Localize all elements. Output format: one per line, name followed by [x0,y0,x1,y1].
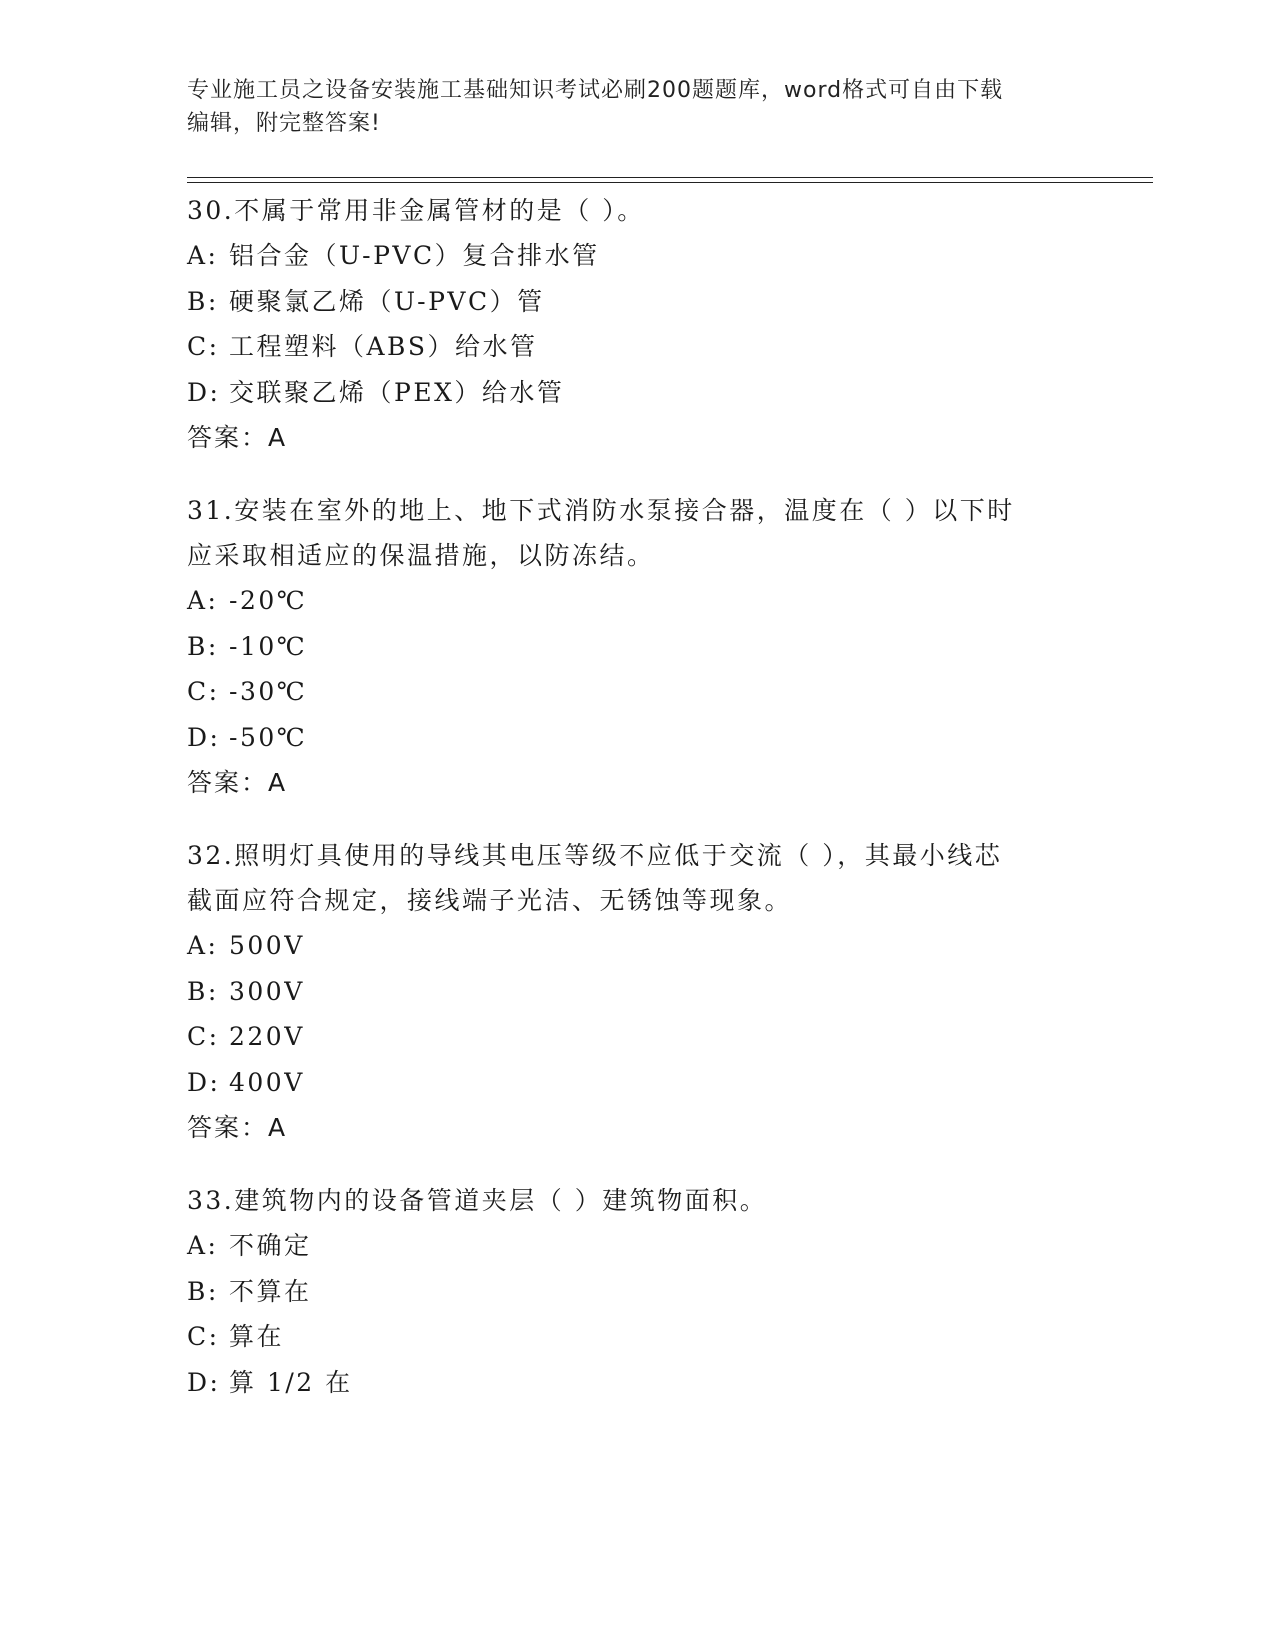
option-letter: A: [187,586,219,615]
question-stem: 31.安装在室外的地上、地下式消防水泵接合器，温度在（ ）以下时 [187,496,1015,525]
option-b [187,969,1087,1015]
option-text: 交联聚乙烯（PEX）给水管 [229,377,565,407]
option-letter: B: [187,1276,219,1306]
option-d [187,1360,1087,1406]
option-b [187,279,1087,325]
option-letter: A: [187,931,219,960]
answer-label: 答案：A [187,768,288,797]
option-d [187,1060,1087,1106]
option-c [187,669,1087,715]
option-letter: C: [187,332,220,361]
option-letter: C: [187,677,220,706]
question-32 [187,833,1087,1150]
option-letter: B: [187,631,219,661]
option-text: 300V [229,976,305,1006]
option-d [187,715,1087,761]
option-letter: D: [187,1067,221,1097]
option-letter: B: [187,976,219,1006]
option-a [187,233,1087,279]
answer-label: 答案：A [187,423,288,452]
option-letter: A: [187,1231,219,1260]
option-letter: C: [187,1322,220,1351]
option-text: 硬聚氯乙烯（U-PVC）管 [229,286,545,316]
header-divider-bottom [187,182,1153,183]
header-line-1: 专业施工员之设备安装施工基础知识考试必刷200题题库，word格式可自由下载 [187,78,1004,103]
document-header [187,74,1067,140]
option-c [187,1314,1087,1360]
question-stem-continued: 应采取相适应的保温措施，以防冻结。 [187,541,655,570]
option-letter: A: [187,241,219,270]
question-list [187,188,1087,1433]
question-33 [187,1178,1087,1405]
option-a [187,1223,1087,1269]
question-stem-continued: 截面应符合规定，接线端子光洁、无锈蚀等现象。 [187,886,793,915]
option-text: 算在 [229,1322,285,1351]
header-divider-top [187,177,1153,178]
option-letter: D: [187,1367,221,1397]
option-letter: C: [187,1022,220,1051]
option-text: 不确定 [229,1231,312,1260]
option-b [187,1269,1087,1315]
question-stem: 30.不属于常用非金属管材的是（ ）。 [187,196,645,225]
answer-label: 答案：A [187,1113,288,1142]
option-text: 工程塑料（ABS）给水管 [229,332,538,361]
option-text: -50℃ [229,722,308,752]
option-letter: B: [187,286,219,316]
question-stem: 33.建筑物内的设备管道夹层（ ）建筑物面积。 [187,1186,768,1215]
option-c [187,1014,1087,1060]
option-letter: D: [187,377,221,407]
option-text: 400V [229,1067,305,1097]
header-line-2: 编辑，附完整答案! [187,111,381,136]
question-stem: 32.照明灯具使用的导线其电压等级不应低于交流（ ），其最小线芯 [187,841,1003,870]
option-text: -30℃ [229,677,308,706]
option-letter: D: [187,722,221,752]
option-a [187,578,1087,624]
question-31 [187,488,1087,805]
option-c [187,324,1087,370]
option-a [187,923,1087,969]
option-b [187,624,1087,670]
option-d [187,370,1087,416]
question-30 [187,188,1087,460]
option-text: -10℃ [229,631,308,661]
option-text: 铝合金（U-PVC）复合排水管 [229,241,600,270]
option-text: 不算在 [229,1276,312,1306]
option-text: -20℃ [229,586,308,615]
option-text: 220V [229,1022,305,1051]
option-text: 500V [229,931,305,960]
option-text: 算 1/2 在 [229,1367,353,1397]
